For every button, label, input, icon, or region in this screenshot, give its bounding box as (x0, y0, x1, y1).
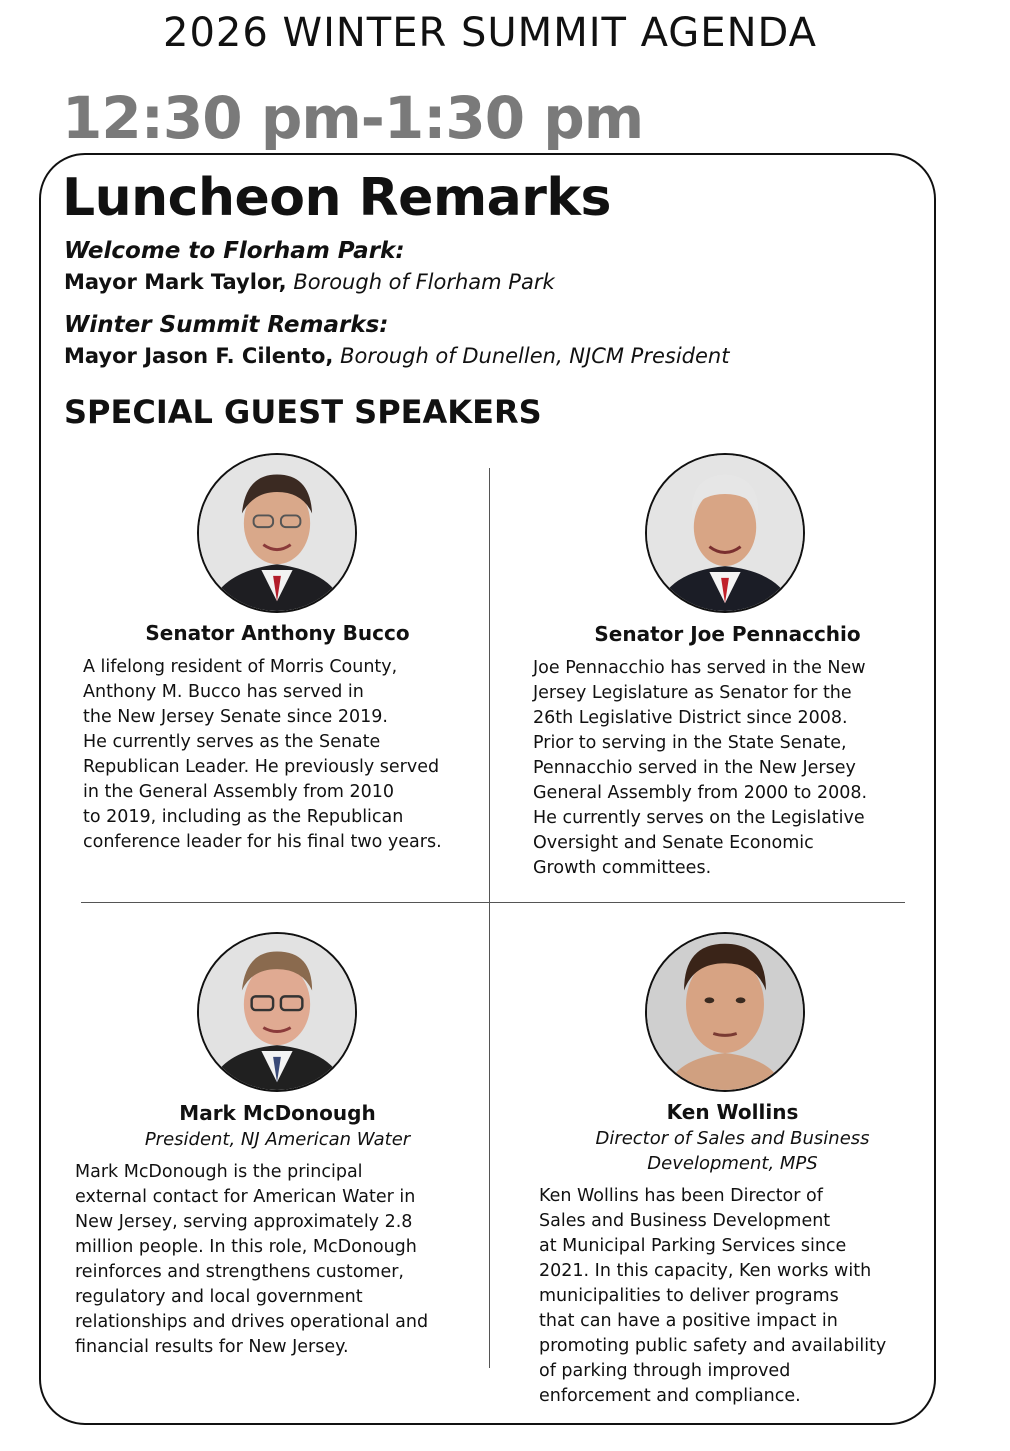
speaker-bio (83, 655, 483, 855)
portrait-image (647, 455, 803, 611)
welcome-heading: Welcome to Florham Park: (64, 238, 405, 264)
welcome-name: Mayor Mark Taylor, (64, 270, 287, 294)
session-title: Luncheon Remarks (62, 168, 611, 228)
bio-line: Joe Pennacchio has served in the New (533, 658, 866, 678)
speaker-name: Mark McDonough (179, 1101, 376, 1125)
session-time: 12:30 pm-1:30 pm (62, 84, 644, 152)
bio-line: Mark McDonough is the principal (75, 1162, 363, 1182)
welcome-org: Borough of Florham Park (293, 270, 555, 294)
bio-line: Republican Leader. He previously served (83, 757, 440, 777)
speaker-role (545, 1126, 920, 1176)
speaker-bio (533, 656, 933, 881)
bio-line: to 2019, including as the Republican (83, 807, 404, 827)
speaker-name: Senator Anthony Bucco (145, 621, 410, 645)
bio-line: relationships and drives operational and (75, 1312, 429, 1332)
speaker-name: Senator Joe Pennacchio (594, 622, 861, 646)
bio-line: Growth committees. (533, 858, 712, 878)
bio-line: 2021. In this capacity, Ken works with (539, 1261, 872, 1281)
bio-line: regulatory and local government (75, 1287, 363, 1307)
bio-line: Anthony M. Bucco has served in (83, 682, 364, 702)
bio-line: Jersey Legislature as Senator for the (533, 683, 852, 703)
bio-line: Pennacchio served in the New Jersey (533, 758, 856, 778)
bio-line: at Municipal Parking Services since (539, 1236, 847, 1256)
speaker-bio (539, 1184, 934, 1409)
bio-line: Sales and Business Development (539, 1211, 831, 1231)
remarks-heading: Winter Summit Remarks: (64, 312, 389, 338)
welcome-line (64, 270, 555, 294)
bio-line: He currently serves as the Senate (83, 732, 381, 752)
bio-line: that can have a positive impact in (539, 1311, 838, 1331)
grid-divider-vertical (489, 468, 490, 1368)
speaker-photo-pennacchio (645, 453, 805, 613)
remarks-name: Mayor Jason F. Cilento, (64, 344, 334, 368)
portrait-image (199, 934, 355, 1090)
bio-line: million people. In this role, McDonough (75, 1237, 417, 1257)
bio-line: enforcement and compliance. (539, 1386, 801, 1406)
role-line: President, NJ American Water (144, 1129, 411, 1150)
role-line: Director of Sales and Business (595, 1128, 870, 1149)
speaker-photo-mcdonough (197, 932, 357, 1092)
speaker-bio (75, 1160, 480, 1360)
grid-divider-horizontal (81, 902, 905, 903)
remarks-line (64, 344, 729, 368)
portrait-image (647, 934, 803, 1090)
bio-line: Ken Wollins has been Director of (539, 1186, 823, 1206)
bio-line: the New Jersey Senate since 2019. (83, 707, 388, 727)
speaker-photo-wollins (645, 932, 805, 1092)
bio-line: in the General Assembly from 2010 (83, 782, 395, 802)
guest-speakers-heading: SPECIAL GUEST SPEAKERS (64, 393, 542, 431)
role-line: Development, MPS (647, 1153, 818, 1174)
speaker-role (90, 1127, 465, 1152)
bio-line: of parking through improved (539, 1361, 791, 1381)
page-title: 2026 WINTER SUMMIT AGENDA (163, 10, 817, 56)
bio-line: New Jersey, serving approximately 2.8 (75, 1212, 413, 1232)
bio-line: 26th Legislative District since 2008. (533, 708, 848, 728)
bio-line: promoting public safety and availability (539, 1336, 887, 1356)
bio-line: General Assembly from 2000 to 2008. (533, 783, 868, 803)
speaker-photo-bucco (197, 453, 357, 613)
bio-line: Oversight and Senate Economic (533, 833, 814, 853)
bio-line: A lifelong resident of Morris County, (83, 657, 398, 677)
bio-line: financial results for New Jersey. (75, 1337, 349, 1357)
portrait-image (199, 455, 355, 611)
bio-line: municipalities to deliver programs (539, 1286, 839, 1306)
speaker-name: Ken Wollins (666, 1100, 799, 1124)
bio-line: Prior to serving in the State Senate, (533, 733, 847, 753)
bio-line: reinforces and strengthens customer, (75, 1262, 404, 1282)
bio-line: He currently serves on the Legislative (533, 808, 865, 828)
bio-line: external contact for American Water in (75, 1187, 416, 1207)
remarks-org: Borough of Dunellen, NJCM President (340, 344, 730, 368)
bio-line: conference leader for his final two years. (83, 832, 442, 852)
